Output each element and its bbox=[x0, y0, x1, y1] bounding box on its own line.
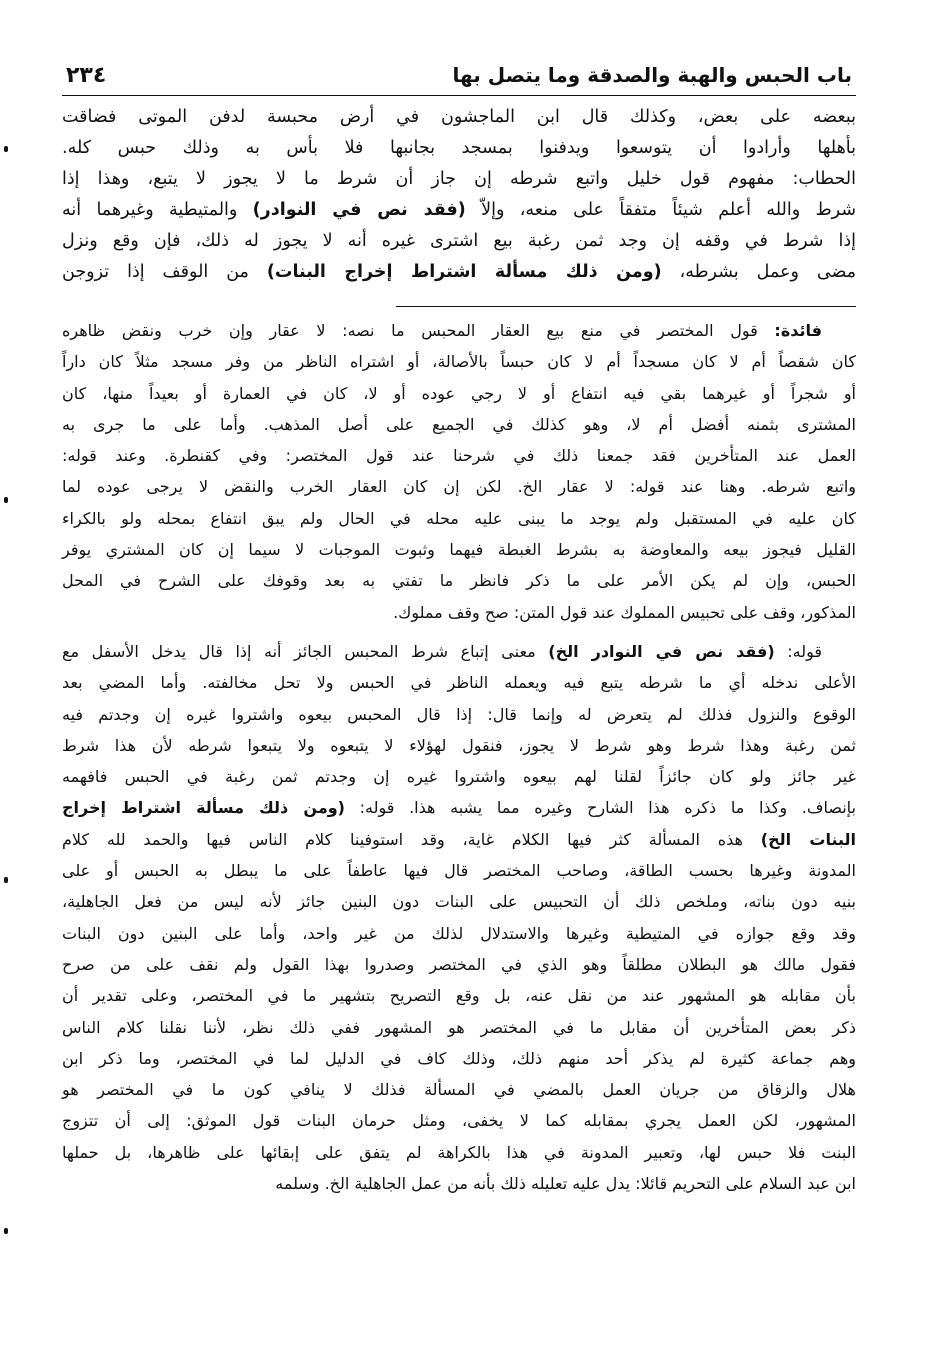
footnote-line bbox=[62, 792, 856, 823]
footnote-separator bbox=[396, 306, 856, 307]
footnote-text-run: بإنصاف. وكذا ما ذكره هذا الشارح وغيره مما يشبه هذا. قوله: bbox=[344, 798, 857, 818]
main-line bbox=[62, 195, 856, 226]
footnote-text-run: هذه المسألة كثر فيها الكلام غاية، وقد استوفينا كلام الناس فيها والحمد لله كلام bbox=[62, 829, 761, 849]
book-page bbox=[62, 58, 856, 1199]
footnote-line: كان عليه في المستقبل ولم يوجد ما يبنى عليه محله في الحال ولم يبق انتفاع بمحله ولو بالكراء bbox=[62, 508, 856, 528]
main-text-run: مضى وعمل بشرطه، bbox=[661, 262, 856, 282]
footnote-line bbox=[62, 824, 856, 855]
footnote-text-run: قول المختصر في منع بيع العقار المحبس ما نصه: لا عقار وإن خرب ونقض ظاهره bbox=[62, 321, 775, 340]
scan-margin-mark bbox=[4, 1228, 8, 1234]
footnote-text-run: معنى إتباع شرط المحبس الجائز أنه إذا قال يدخل الأسفل مع bbox=[62, 641, 549, 661]
main-text-run: والمتيطية وغيرهما أنه bbox=[62, 200, 253, 220]
main-text-run: من الوقف إذا تزوجن bbox=[62, 262, 267, 282]
footnote-paragraph-1 bbox=[62, 315, 856, 628]
main-line: الحطاب: مفهوم قول خليل واتبع شرطه إن جاز أن شرط ما لا يجوز لا يتبع، وهذا إذا bbox=[62, 169, 856, 189]
bold-quote: (فقد نص في النوادر) bbox=[252, 200, 466, 220]
bold-quote: (فقد نص في النوادر الخ) bbox=[548, 641, 775, 661]
bold-quote: البنات الخ) bbox=[760, 829, 857, 849]
footnote-label: فائدة: bbox=[774, 321, 822, 340]
footnote-line bbox=[62, 315, 856, 346]
footnote-line: ذكر بعض المتأخرين أن مقابل ما في المختصر هو المشهور ففي ذلك نظر، لأننا نقلنا كلام الناس bbox=[62, 1017, 856, 1037]
footnote-line: المدونة وغيرها بحسب الطاقة، وصاحب المختصر قال فيها عاطفاً على ما يبطل به الحبس أو على bbox=[62, 861, 856, 881]
main-line: ببعضه على بعض، وكذلك قال ابن الماجشون في أرض محبسة لدفن الموتى فضاقت bbox=[62, 107, 856, 127]
main-text bbox=[62, 102, 856, 288]
footnote-line: المشهور، لكن العمل يجري بمقابله كما لا يخفى، ومثل حرمان البنات قول الموثق: إلى أن تتزوج bbox=[62, 1111, 856, 1131]
footnote-line: وقد وقع جوازه في المتيطية وغيرها والاستدلال لذلك من غير واحد، وأما على البنين دون البنات bbox=[62, 923, 856, 943]
footnote-line: ابن عبد السلام على التحريم قائلا: يدل عليه تعليله ذلك بأنه من عمل الجاهلية الخ. وسلمه bbox=[275, 1174, 856, 1194]
chapter-title: باب الحبس والهبة والصدقة وما يتصل بها bbox=[452, 63, 852, 87]
footnote-line: وهم جماعة كثيرة لم يذكر أحد منهم ذلك، وذلك كاف في الدليل لما في المختصر، وما ذكر ابن bbox=[62, 1048, 856, 1068]
footnote-line bbox=[62, 636, 856, 667]
footnote-line: المذكور، وقف على تحبيس المملوك عند قول المتن: صح وقف مملوك. bbox=[393, 602, 856, 622]
main-text-run: شرط والله أعلم شيئاً متفقاً على منعه، وإلاّ bbox=[465, 200, 856, 220]
paragraph-gap bbox=[62, 628, 856, 636]
footnote-line: فقول مالك هو البطلان مطلقاً وهو الذي في المختصر وصدروا بهذا القول ولم نقف على من صرح bbox=[62, 954, 856, 974]
bold-quote: (ومن ذلك مسألة اشتراط إخراج البنات) bbox=[266, 262, 662, 282]
scan-margin-mark bbox=[4, 146, 8, 152]
footnote-line: واتبع شرطه. وهنا عند قوله: لا عقار الخ. لكن إن كان العقار الخرب والنقض لا يرجى عوده لما bbox=[62, 477, 856, 497]
footnote-line: الوقوع والنزول فذلك لم يتعرض له وإنما قال: إذا قال المحبس بيعوه واشتروا غيره إن وجدتم فيه bbox=[62, 704, 856, 724]
footnote-line: القليل فيجوز بيعه والمعاوضة به بشرط الغبطة فيهما وثبوت الموجبات لا سيما إن كان المشتري يوفر bbox=[62, 540, 856, 560]
footnote-line: غير جائز ولو كان جائزاً لقلنا لهم بيعوه واشتروا غيره إن وجدتم ثمن رغبة في الحبس فافهمه bbox=[62, 767, 856, 787]
footnote-line: الحبس، وإن لم يكن الأمر على ما ذكر فانظر ما تفتي به بعد وقوفك على الشرح في المحل bbox=[62, 571, 856, 591]
footnote-paragraph-2 bbox=[62, 636, 856, 1199]
footnote-line: كان شقصاً أم لا كان مسجداً أم لا كان حبساً بالأصالة، أو اشتراه الناظر من وفر مسجد مثلاً كان داراً bbox=[62, 352, 856, 372]
footnote-text-run: قوله: bbox=[774, 641, 822, 661]
main-line: بأهلها وأرادوا أن يتوسعوا ويدفنوا بمسجد بجانبها فلا بأس به وذلك حبس كله. bbox=[62, 138, 856, 158]
main-line bbox=[62, 257, 856, 288]
footnote-line: ثمن رغبة وهذا شرط وهو شرط لا يجوز، فنقول لهؤلاء لا يتبعوه ولا يتبعوا شرطه لأن هذا شرط bbox=[62, 735, 856, 755]
scan-margin-mark bbox=[4, 877, 8, 883]
footnote-line: البنت فلا حبس لها، وتعبير المدونة في هذا بالكراهة لم يتفق على إبقائها على ظاهرها، بل حملها bbox=[62, 1142, 856, 1162]
footnote-line: العمل عند المتأخرين فقد جمعنا ذلك في شرحنا عند قول المختصر: وفي كقنطرة. وعند قوله: bbox=[62, 446, 856, 466]
footnote-line: المشترى بثمنه أفضل أم لا، وهو كذلك في الجميع على أصل المذهب. وأما على ما جرى به bbox=[62, 414, 856, 434]
footnote-line: الأعلى ندخله أي ما شرطه يتبع فيه ويعمله الناظر في الحبس ولا تحل مخالفته. وأما المضي بعد bbox=[62, 673, 856, 693]
main-line: إذا شرط في وقفه إن وجد ثمن رغبة بيع اشترى غيره أنه لا يجوز له ذلك، فإن وقع ونزل bbox=[62, 231, 856, 251]
running-header bbox=[62, 58, 856, 96]
scan-margin-mark bbox=[4, 497, 8, 503]
footnote-line: هلال والزقاق من جريان العمل بالمضي في المسألة فذلك لا ينافي كون ما في المختصر هو bbox=[62, 1080, 856, 1100]
footnote-line: بنيه دون بناته، وملخص ذلك أن التحبيس على البنات دون البنين جائز لأنه ليس من فعل الجاهلية، bbox=[62, 892, 856, 912]
bold-quote: (ومن ذلك مسألة اشتراط إخراج bbox=[62, 798, 345, 818]
footnote-line: بأن مقابله هو المشهور عند من نقل عنه، بل وقع التصريح بتشهير ما في المختصر، وعلى تقدير أن bbox=[62, 986, 856, 1006]
footnote-line: أو شجراً أو غيرهما بقي فيه انتفاع أو لا رجي عوده أو لا، كان في العمارة أو بعيداً منها، كان bbox=[62, 383, 856, 403]
page-number: ٢٣٤ bbox=[66, 63, 107, 88]
